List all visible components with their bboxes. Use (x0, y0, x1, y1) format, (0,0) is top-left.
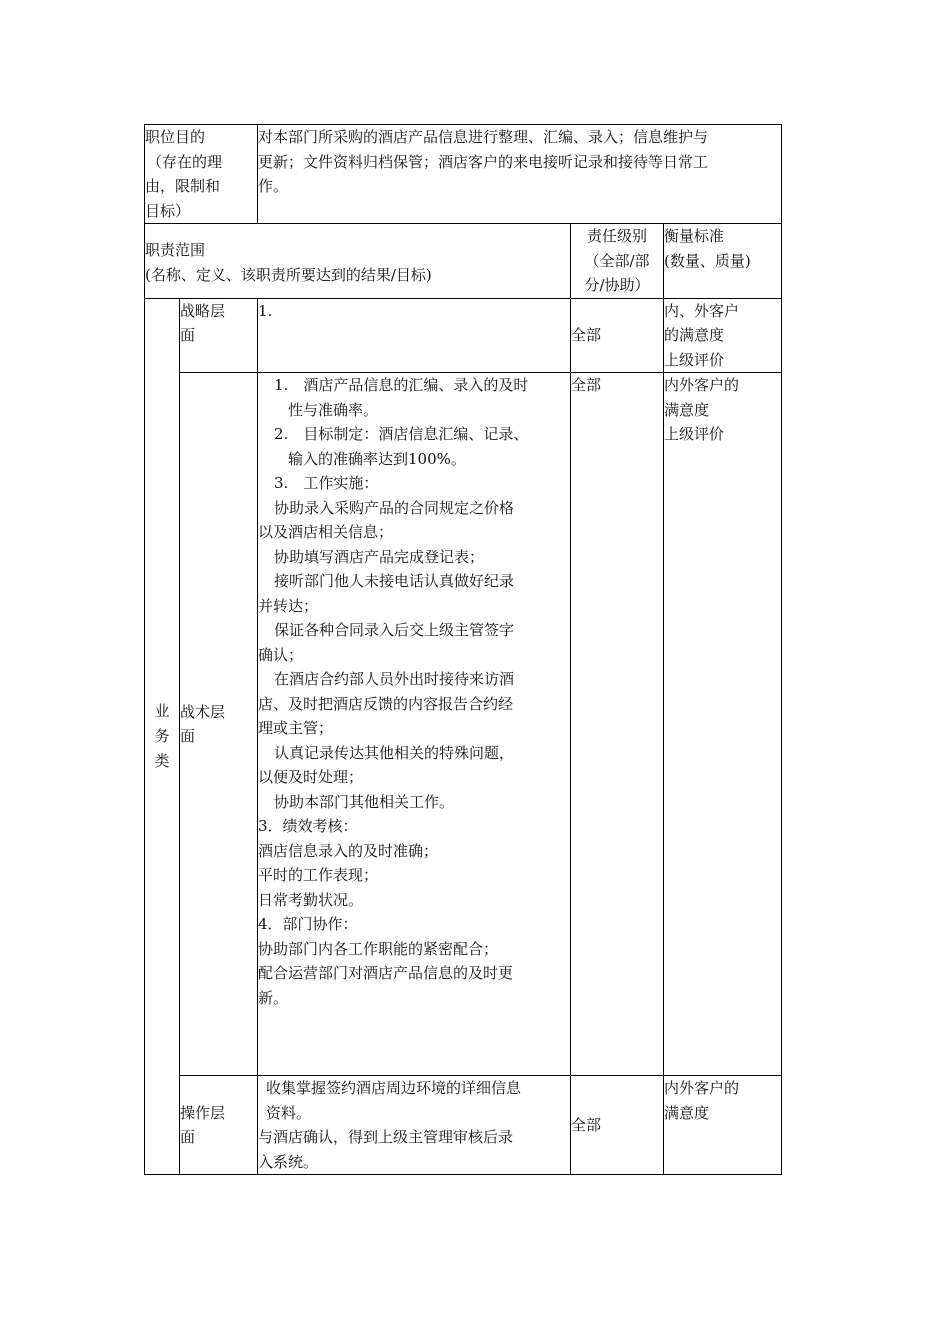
level-header-line: 责任级别 (587, 227, 648, 245)
operational-measure (664, 1076, 782, 1175)
purpose-text-line: 更新；文件资料归档保管；酒店客户的来电接听记录和接待等日常工 (258, 152, 709, 171)
purpose-text-line: 对本部门所采购的酒店产品信息进行整理、汇编、录入；信息维护与 (258, 128, 709, 146)
tactical-content-line: 3．绩效考核： (258, 817, 358, 835)
tactical-content-line: 日常考勤状况。 (258, 890, 364, 909)
strategic-level: 全部 (571, 298, 664, 373)
header-row (145, 224, 782, 299)
purpose-label (145, 125, 258, 224)
measure-header (664, 224, 782, 299)
strategic-content-line: 1. (258, 301, 273, 320)
measure-header-line: 衡量标准 (664, 227, 725, 245)
tactical-content-line: 理或主管； (258, 719, 334, 737)
job-description-table (144, 124, 782, 1175)
scope-header (145, 224, 571, 299)
tactical-content-line: 保证各种合同录入后交上级主管签字 (274, 621, 515, 639)
operational-content-line: 与酒店确认，得到上级主管理审核后录 (258, 1128, 514, 1146)
measure-header-line: (数量、质量) (664, 251, 751, 270)
operational-measure-line: 内外客户的 (664, 1079, 740, 1097)
strategic-measure-line: 上级评价 (664, 350, 725, 369)
purpose-label-line: 由，限制和 (145, 177, 221, 195)
business-category (145, 298, 180, 1175)
layer-name-line: 面 (180, 1128, 196, 1146)
purpose-text-line: 作。 (258, 177, 289, 195)
purpose-label-line: （存在的理 (147, 152, 223, 171)
purpose-text (258, 125, 782, 224)
operational-content-line: 收集掌握签约酒店周边环境的详细信息 (266, 1079, 522, 1097)
business-category-char: 业 (154, 701, 170, 720)
operational-content-line: 资料。 (266, 1103, 312, 1122)
tactical-content-line: 性与准确率。 (288, 400, 379, 419)
tactical-content-line: 以便及时处理； (258, 768, 364, 786)
scope-header-subtitle: (名称、定义、该职责所要达到的结果/目标) (145, 265, 432, 284)
tactical-content-line: 协助部门内各工作职能的紧密配合； (258, 939, 499, 958)
level-header (571, 224, 664, 299)
tactical-content-lines (258, 373, 570, 1010)
tactical-content-line: 协助填写酒店产品完成登记表； (274, 547, 485, 566)
purpose-row (145, 125, 782, 224)
tactical-content-line: 3. 工作实施： (274, 474, 379, 492)
layer-name-line: 面 (180, 727, 196, 745)
operational-level: 全部 (571, 1076, 664, 1175)
business-category-char: 类 (154, 751, 170, 770)
tactical-content-line: 新。 (258, 988, 289, 1007)
tactical-content-line: 1. 酒店产品信息的汇编、录入的及时 (274, 376, 529, 394)
layer-name-line: 战术层 (180, 702, 226, 721)
purpose-label-line: 职位目的 (145, 128, 206, 146)
tactical-measure (664, 373, 782, 1076)
tactical-content-line: 店、及时把酒店反馈的内容报告合约经 (258, 694, 514, 713)
scope-header-title: 职责范围 (145, 241, 206, 259)
tactical-layer-name (180, 373, 258, 1076)
tactical-content-line: 以及酒店相关信息； (258, 523, 394, 541)
tactical-measure-line: 满意度 (664, 400, 710, 419)
layer-name-line: 战略层 (180, 301, 226, 320)
tactical-content-line: 协助本部门其他相关工作。 (274, 792, 455, 811)
operational-content-lines (258, 1076, 570, 1174)
strategic-layer-name (180, 298, 258, 373)
tactical-measure-line: 内外客户的 (664, 376, 740, 394)
tactical-content-line: 配合运营部门对酒店产品信息的及时更 (258, 964, 514, 982)
strategic-measure-line: 内、外客户 (664, 301, 740, 320)
tactical-content-line: 认真记录传达其他相关的特殊问题， (274, 743, 515, 762)
tactical-measure-line: 上级评价 (664, 425, 725, 443)
level-header-line: 分/协助） (584, 276, 650, 294)
tactical-content-line: 平时的工作表现； (258, 866, 379, 884)
strategic-measure (664, 298, 782, 373)
tactical-content-line: 协助录入采购产品的合同规定之价格 (274, 498, 515, 517)
tactical-content-line: 酒店信息录入的及时准确； (258, 841, 439, 860)
layer-name-line: 操作层 (180, 1103, 226, 1122)
tactical-content-line: 在酒店合约部人员外出时接待来访酒 (274, 670, 515, 688)
operational-measure-line: 满意度 (664, 1103, 710, 1122)
tactical-content (258, 373, 571, 1076)
purpose-label-line: 目标） (145, 201, 191, 220)
business-category-char: 务 (154, 726, 170, 745)
tactical-content-line: 4．部门协作： (258, 915, 358, 933)
layer-name-line: 面 (180, 326, 196, 344)
strategic-row (145, 298, 782, 373)
operational-content-line: 入系统。 (258, 1152, 319, 1171)
tactical-content-line: 输入的准确率达到100%。 (288, 449, 466, 468)
operational-row (145, 1076, 782, 1175)
tactical-row (145, 373, 782, 1076)
tactical-content-line: 接听部门他人未接电话认真做好纪录 (274, 572, 515, 590)
tactical-content-line: 并转达； (258, 596, 319, 615)
strategic-measure-line: 的满意度 (664, 326, 725, 344)
level-header-line: （全部/部 (584, 251, 650, 270)
tactical-content-line: 确认； (258, 645, 304, 664)
tactical-level: 全部 (571, 373, 664, 1076)
strategic-content (258, 298, 571, 373)
tactical-content-line: 2. 目标制定：酒店信息汇编、记录、 (274, 425, 529, 443)
operational-layer-name (180, 1076, 258, 1175)
operational-content (258, 1076, 571, 1175)
